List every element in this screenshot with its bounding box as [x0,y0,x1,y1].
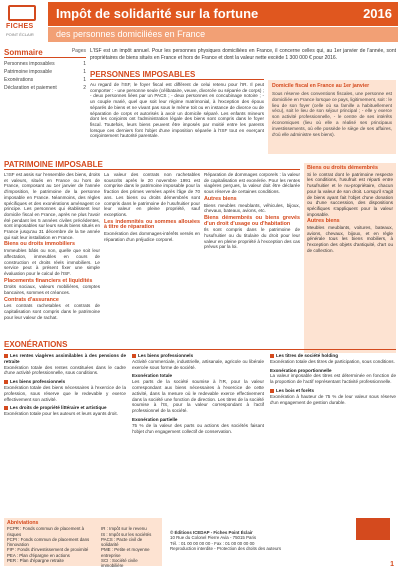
intro-text: L'ISF est un impôt annuel. Pour les personnes physiques domiciliées en France, il concerne celles qui, au 1er janvier de l'année, sont propriétaires de biens situés en France et hors de France et dont la valeur nette excède 1 300 000 € pour 2016. [90,48,396,61]
section-title-exonerations: EXONÉRATIONS [4,340,396,350]
list-item: Les biens professionnels Activité commerciale, industrielle, artisanale, agricole ou libérale exercée sous forme de société. [132,353,264,370]
summary-item[interactable]: Personnes imposables 1 [4,61,86,67]
exonerations-col1 [4,353,126,513]
page-subtitle: des personnes domiciliées en France [56,29,206,39]
abbreviations-col1: FCPR : Fonds commun de placement à risques FCPI : Fonds commun de placement dans l'innovation FIP : Fonds d'investissement de proximité PEA : Plan d'épargne en actions PER : Plan d'épargne retraite [7,526,90,564]
section-title-personnes: PERSONNES IMPOSABLES [90,70,264,80]
patrimoine-col3: Réparation de dommages corporels : la valeur de capitalisation est exonérée. Pour les rentes viagères perçues, la valeur doit être déclarée sous réserve de certaines conditions. Autres biens Biens meubles meublants, véhicules, bijoux, chevaux, bateaux, avions, etc. Biens démembrés ou biens grevés d'un droit d'usage ou d'habitation Ils sont compris dans le patrimoine de l'usufruitier ou du titulaire du droit pour leur valeur en pleine propriété à l'exception des cas prévus par la loi. [204,172,300,250]
section-title-patrimoine: PATRIMOINE IMPOSABLE [4,160,300,170]
bullet-square-icon [270,354,274,358]
domicile-box-title: Domicile fiscal en France au 1er janvier [272,83,370,89]
subheading: Autres biens [307,218,340,225]
subheading: Biens ou droits immobiliers [4,241,75,248]
logo-mark [8,5,36,21]
logo-text: FICHES [6,23,34,30]
subtitle-bar [48,27,398,42]
summary-title: Sommaire [4,48,86,58]
patrimoine-col1: L'ISF est assis sur l'ensemble des biens, droits et valeurs, situés en France ou hors de France, composant au 1er janvier de l'année d'imposition, le patrimoine de la personne imposable en France. Néanmoins, des règles spécifiques et des exonérations aménagent ce principe. Les personnes qui établissent leur domicile fiscal en France, après ne plus l'avoir été pendant les 5 années civiles précédentes, sont imposables sur leurs seuls biens situés en France jusqu'au 31 décembre de la 5e année qui suit leur installation en France. Biens ou droits immobiliers Immeubles bâtis ou non, quelle que soit leur affectation, immeubles en cours de construction et droits réels immobiliers. Le service peut à présent fixer une simple évaluation pour le calcul de l'ISF. Placements financiers et liquidités Droits sociaux, valeurs mobilières, comptes bancaires, sommes et créances. Contrats d'assurance Les contrats rachetables et contrats de capitalisation sont compris dans le patrimoine pour leur valeur de rachat. [4,172,100,320]
domicile-box [268,80,396,154]
list-item: Exonération totale Les parts de la société soumise à l'IR, pour la valeur correspondant aux biens nécessaires à l'exercice de cette activité, dans la mesure où le redevable exerce effectivement dans la société une fonction de direction. Les titres de la société soumise à l'IS, pour la valeur correspondant à l'actif professionnel de la société. [132,373,264,414]
subheading: Placements financiers et liquidités [4,277,93,284]
summary-pages-label: Pages [71,48,86,54]
footer: © Éditions ICEDAP - Fiches Point Éclair 10 Rue du Colonel Pierre Avia - 75015 Paris Tél. : 01 00 00 00 00 - Fax : 01 00 00 00 00 Reproduction interdite - Protection des droits des auteurs [170,530,396,570]
bullet-square-icon [4,354,8,358]
logo-subtext: POINT ÉCLAIR [6,32,34,37]
list-item: Les titres de société holding Exonération totale des titres de participation, sous conditions. [270,353,395,364]
bullet-square-icon [4,406,8,410]
patrimoine-col2: La valeur des contrats non rachetables souscrits après le 20 novembre 1991 est comprise dans le patrimoine imposable pour la fraction des primes versées après l'âge de 70 ans. Les biens ou droits démembrés sont compris dans le patrimoine de l'usufruitier pour leur valeur en pleine propriété, sauf exceptions. Les indemnités ou sommes allouées à titre de réparation Exonération des dommages-intérêts versés en réparation d'un préjudice corporel. [104,172,200,242]
bullet-square-icon [270,389,274,393]
list-item: Les rentes viagères assimilables à des pensions de retraite Exonération totale des rentes constituées dans le cadre d'une activité professionnelle, sous conditions. [4,353,126,376]
subheading: Contrats d'assurance [4,296,59,303]
list-item: Exonération partielle 75 % de la valeur des parts ou actions des sociétés faisant l'objet d'un engagement collectif de conservation. [132,416,264,434]
publisher-logo [4,3,44,41]
footer-editor: © Éditions ICEDAP - Fiches Point Éclair [170,530,253,535]
summary-item[interactable]: Patrimoine imposable 1 [4,69,86,75]
domicile-box-text: Sous réserve des conventions fiscales, une personne est domiciliée en France lorsque ce pays, ligitimement, soit : le lieu de son foyer (celle où sa famille a habituellement vécu), soit le lieu de son séjour principal ; - elle y exerce son activité professionnelle, - le centre de ses intérêts économiques (lieu où elle a réalisé ses principaux investissements, où elle possède le siège de ses affaires, d'où elle administre ses biens). [272,91,393,137]
subheading: Autres biens [204,195,237,202]
abbreviations-title: Abréviations [7,520,39,526]
page-title: Impôt de solidarité sur la fortune [56,6,259,21]
abbreviations-box [4,518,162,569]
header [0,0,400,44]
summary-item[interactable]: Déclaration et paiement 2 [4,85,86,91]
summary [4,48,86,92]
subheading: Biens démembrés ou biens grevés d'un droit d'usage ou d'habitation [204,214,300,227]
list-item: Exonération proportionnelle La valeur imposable des titres est déterminée en fonction de la proportion de l'actif représentant l'activité professionnelle. [270,367,396,385]
abbreviations-col2: IR : Impôt sur le revenu IS : Impôt sur les sociétés PACS : Pacte civil de solidarité PME : Petite et moyenne entreprise SCI : Société civile immobilière [101,526,152,569]
title-bar [48,2,398,26]
page-number: 1 [390,561,394,568]
list-item: Les biens professionnels Exonération totale des biens nécessaires à l'exercice de la profession, sous réserve que le redevable y exerce effectivement son activité. [4,379,126,402]
exonerations-col2 [132,353,264,523]
personnes-text: Au regard de l'ISF, le foyer fiscal est différent de celui retenu pour l'IR. Il peut comporter : - une personne seule (célibataire, veuve, divorcée ou séparée de corps) ; - deux personnes liées par un PACS ; - deux personnes en concubinage notoire ; - un couple marié, quel que soit leur régime matrimonial, à l'exception des époux séparés de biens et ne vivant pas sous le même toit ou en instance de divorce ou de séparation de corps et autorisés à avoir un domicile séparé. Les enfants mineurs dont les conjoints ont l'administration légale des biens sont compris dans le foyer fiscal. Toutefois, leurs biens peuvent être imposés par moitié entre les parents lorsque ces derniers font l'objet d'une imposition séparée à l'ISF tout en exerçant conjointement l'autorité parentale. [90,82,264,139]
demembres-box: Biens ou droits démembrés Si le contrat dont le patrimoine respecte les conditions, l'usufruit est réparti entre l'usufruitier et le nu-propriétaire, chacun pour la valeur de son droit. Lorsqu'il s'agit de biens ayant fait l'objet d'une donation ou d'une succession, des dispositions spécifiques s'appliquent pour la valeur imposable. Autres biens Meubles meublants, voitures, bateaux, avions, chevaux, bijoux, et en règle générale tous les biens mobiliers, à l'exception des objets d'antiquité, d'art ou de collection. [304,163,396,353]
demembres-box-title: Biens ou droits démembrés [307,165,378,171]
list-item: Les droits de propriété littéraire et artistique Exonération totale pour les auteurs et leurs ayants droit. [4,405,118,417]
editor-logo [356,518,390,540]
list-item: Les bois et forêts Exonération à hauteur de 75 % de leur valeur sous réserve d'un engagement de gestion durable. [270,387,396,405]
bullet-square-icon [4,380,8,384]
year-badge: 2016 [363,6,392,21]
summary-item[interactable]: Exonérations 1 [4,77,86,83]
subheading: Les indemnités ou sommes allouées à titre de réparation [104,218,200,231]
bullet-square-icon [132,354,136,358]
exonerations-col3 [270,353,396,523]
